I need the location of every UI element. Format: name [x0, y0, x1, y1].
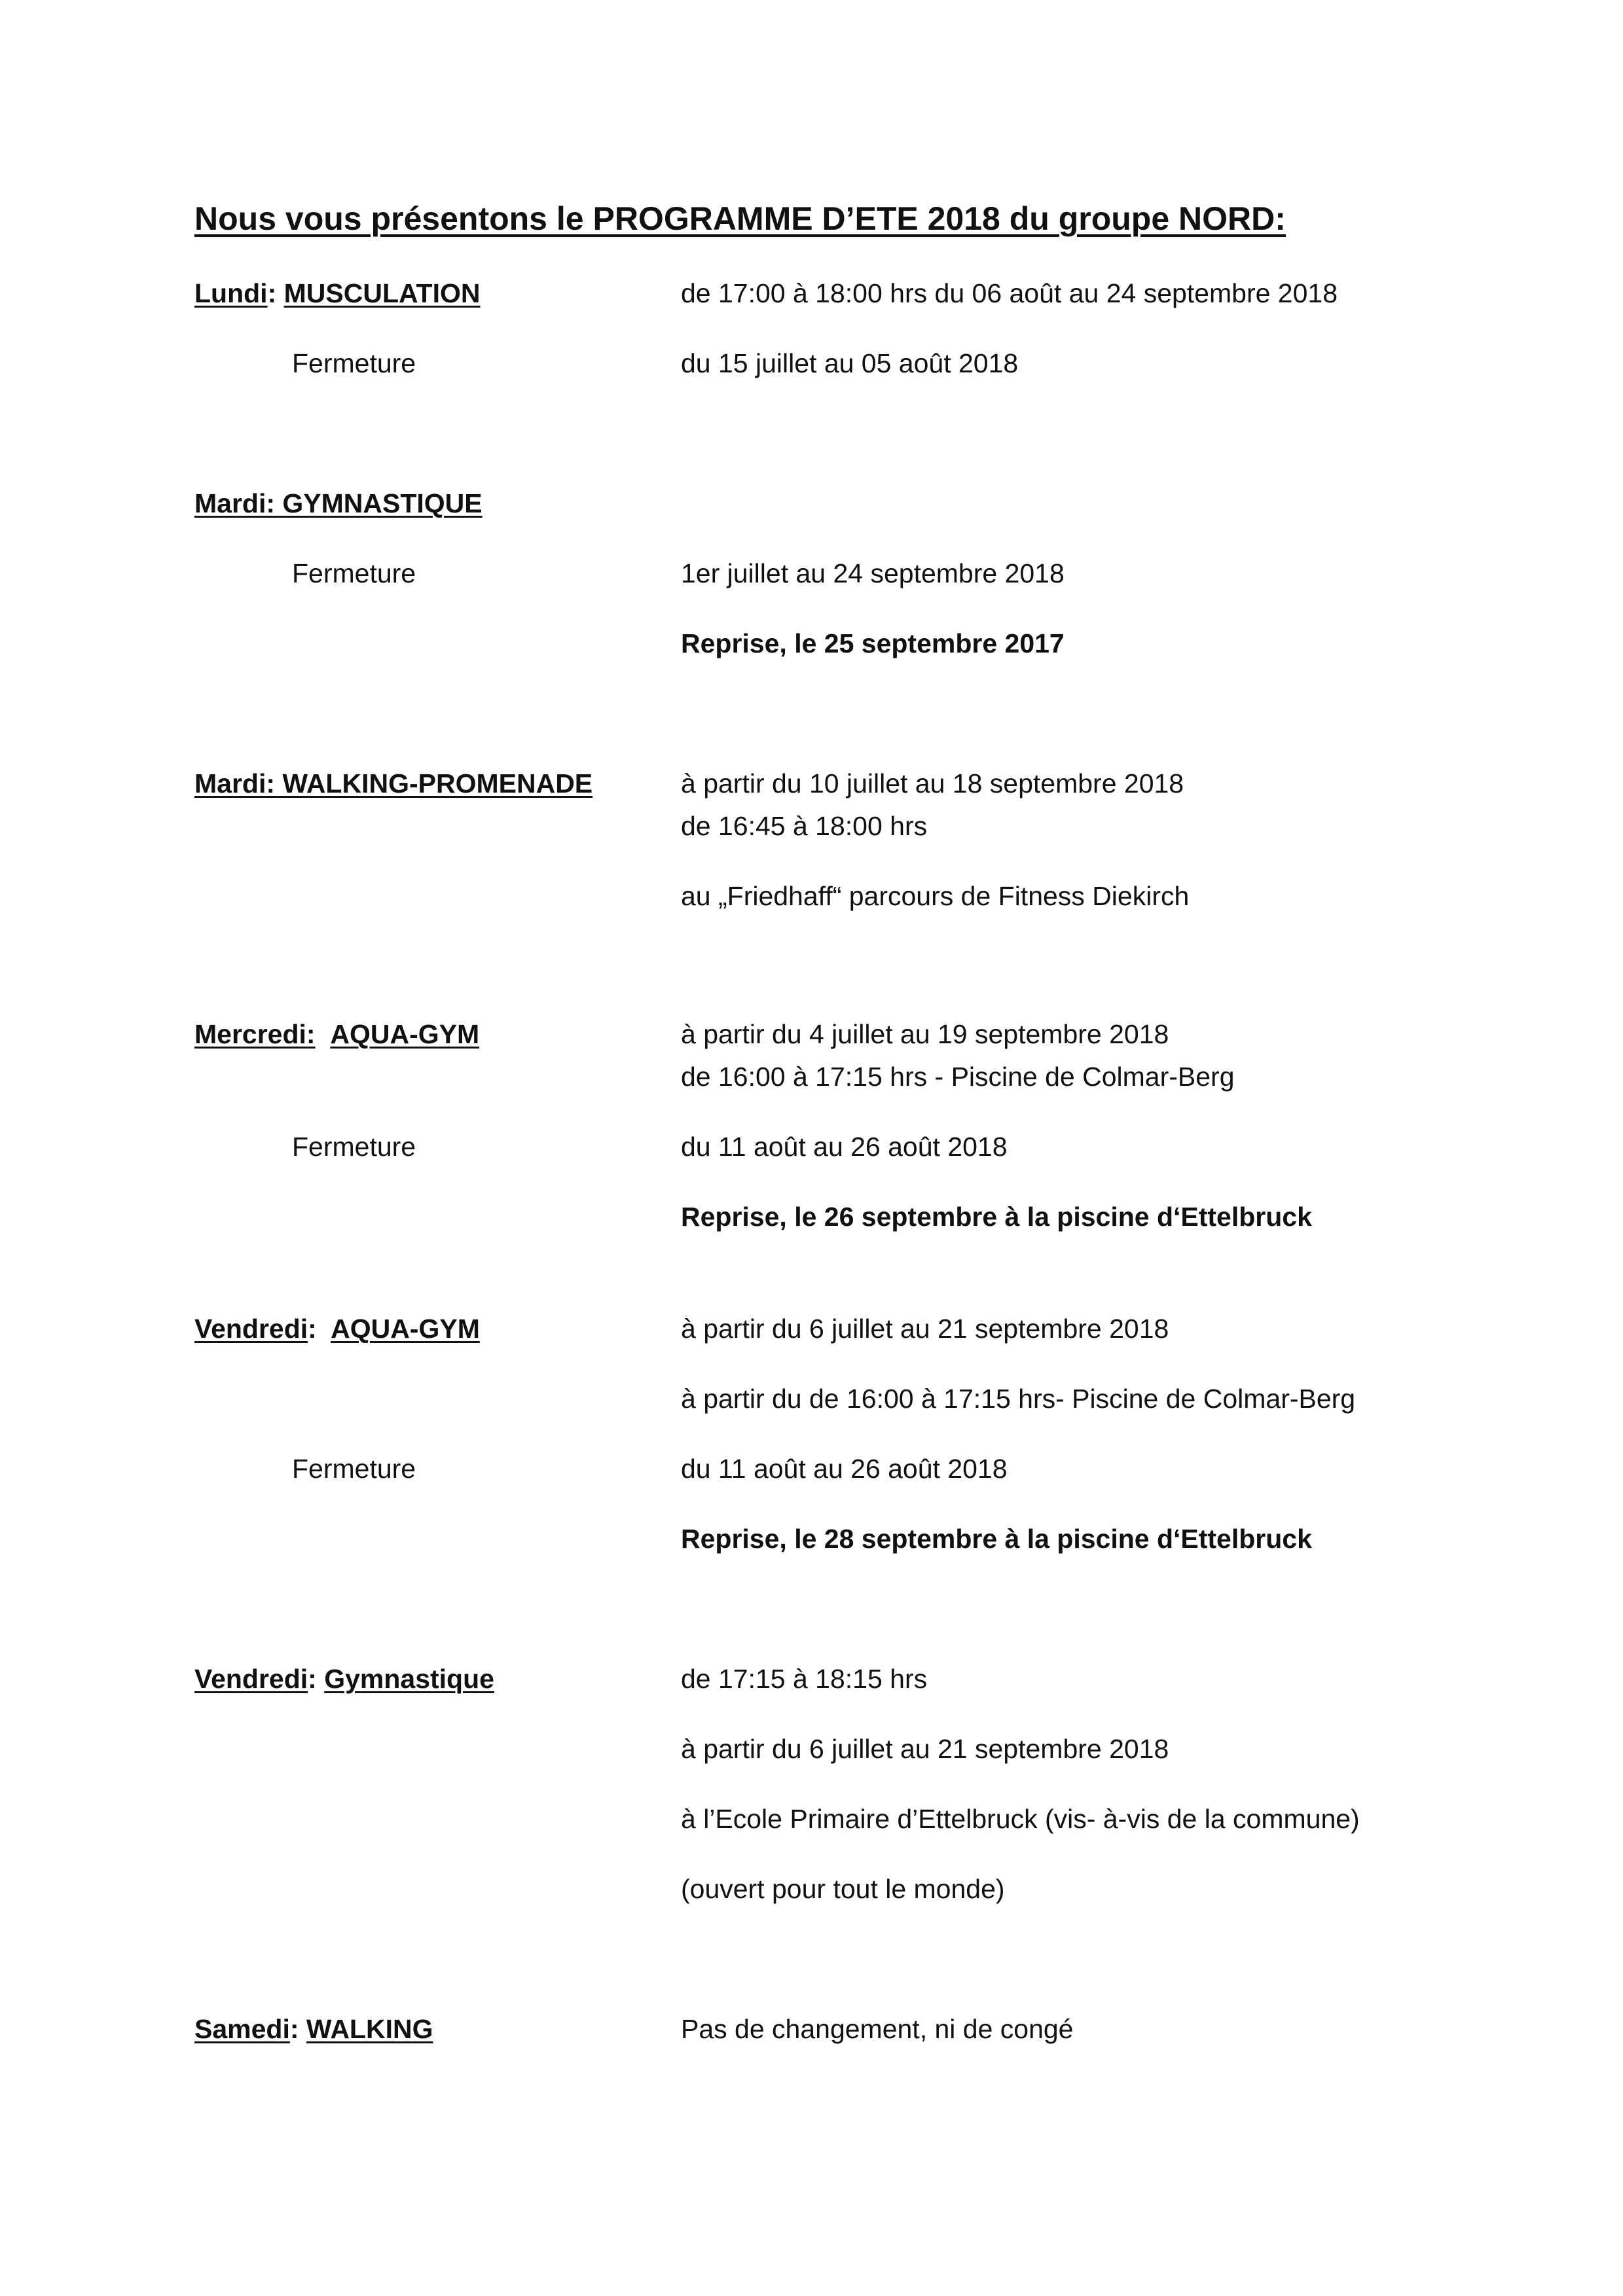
vendredi-gym-activity: Gymnastique: [324, 1664, 494, 1694]
vendredi-aqua-closure: du 11 août au 26 août 2018: [681, 1454, 1008, 1484]
samedi-separator: :: [289, 2014, 306, 2044]
lundi-schedule: de 17:00 à 18:00 hrs du 06 août au 24 septembre 2018: [681, 278, 1338, 308]
mercredi-closure-label: Fermeture: [292, 1132, 416, 1162]
vendredi-aqua-hours: à partir du de 16:00 à 17:15 hrs- Piscine de Colmar-Berg: [681, 1384, 1356, 1414]
mercredi-activity: AQUA-GYM: [330, 1019, 480, 1049]
vendredi-aqua-day: Vendredi: [194, 1314, 308, 1344]
vendredi-gym-heading: [194, 1666, 494, 1693]
mardi-walk-hours: de 16:45 à 18:00 hrs: [681, 811, 928, 841]
mercredi-hours: de 16:00 à 17:15 hrs - Piscine de Colmar-Berg: [681, 1062, 1235, 1092]
vendredi-aqua-reprise: Reprise, le 28 septembre à la piscine d‘Ettelbruck: [681, 1524, 1312, 1554]
vendredi-gym-day: Vendredi: [194, 1664, 308, 1694]
vendredi-aqua-period: à partir du 6 juillet au 21 septembre 2018: [681, 1314, 1169, 1344]
mardi-walk-location: au „Friedhaff“ parcours de Fitness Diekirch: [681, 881, 1190, 911]
mercredi-day: Mercredi:: [194, 1019, 316, 1049]
lundi-day: Lundi: [194, 278, 268, 308]
vendredi-gym-hours: de 17:15 à 18:15 hrs: [681, 1664, 928, 1694]
samedi-note: Pas de changement, ni de congé: [681, 2014, 1074, 2044]
lundi-heading: [194, 280, 481, 307]
samedi-heading: [194, 2016, 433, 2043]
vendredi-gym-note: (ouvert pour tout le monde): [681, 1874, 1005, 1904]
mardi-gym-closure: 1er juillet au 24 septembre 2018: [681, 558, 1065, 588]
lundi-closure: du 15 juillet au 05 août 2018: [681, 348, 1019, 378]
lundi-separator: :: [267, 278, 284, 308]
mercredi-reprise: Reprise, le 26 septembre à la piscine d‘Ettelbruck: [681, 1202, 1312, 1232]
mardi-gym-heading: Mardi: GYMNASTIQUE: [194, 488, 483, 518]
mercredi-closure: du 11 août au 26 août 2018: [681, 1132, 1008, 1162]
mercredi-period: à partir du 4 juillet au 19 septembre 2018: [681, 1019, 1169, 1049]
vendredi-gym-separator: :: [308, 1664, 325, 1694]
mardi-gym-reprise: Reprise, le 25 septembre 2017: [681, 628, 1065, 658]
vendredi-aqua-activity: AQUA-GYM: [331, 1314, 480, 1344]
vendredi-gym-location: à l’Ecole Primaire d’Ettelbruck (vis- à-vis de la commune): [681, 1804, 1360, 1834]
mardi-walk-heading: Mardi: WALKING-PROMENADE: [194, 768, 593, 798]
samedi-activity: WALKING: [306, 2014, 433, 2044]
lundi-activity: MUSCULATION: [283, 278, 481, 308]
mardi-walk-period: à partir du 10 juillet au 18 septembre 2018: [681, 768, 1184, 798]
vendredi-gym-period: à partir du 6 juillet au 21 septembre 2018: [681, 1734, 1169, 1764]
lundi-closure-label: Fermeture: [292, 348, 416, 378]
mercredi-heading: [194, 1021, 479, 1048]
page-title: Nous vous présentons le PROGRAMME D’ETE 2018 du groupe NORD:: [194, 200, 1286, 237]
vendredi-aqua-separator: :: [308, 1314, 331, 1344]
vendredi-aqua-heading: [194, 1316, 480, 1342]
vendredi-aqua-closure-label: Fermeture: [292, 1454, 416, 1484]
samedi-day: Samedi: [194, 2014, 290, 2044]
mardi-gym-closure-label: Fermeture: [292, 558, 416, 588]
